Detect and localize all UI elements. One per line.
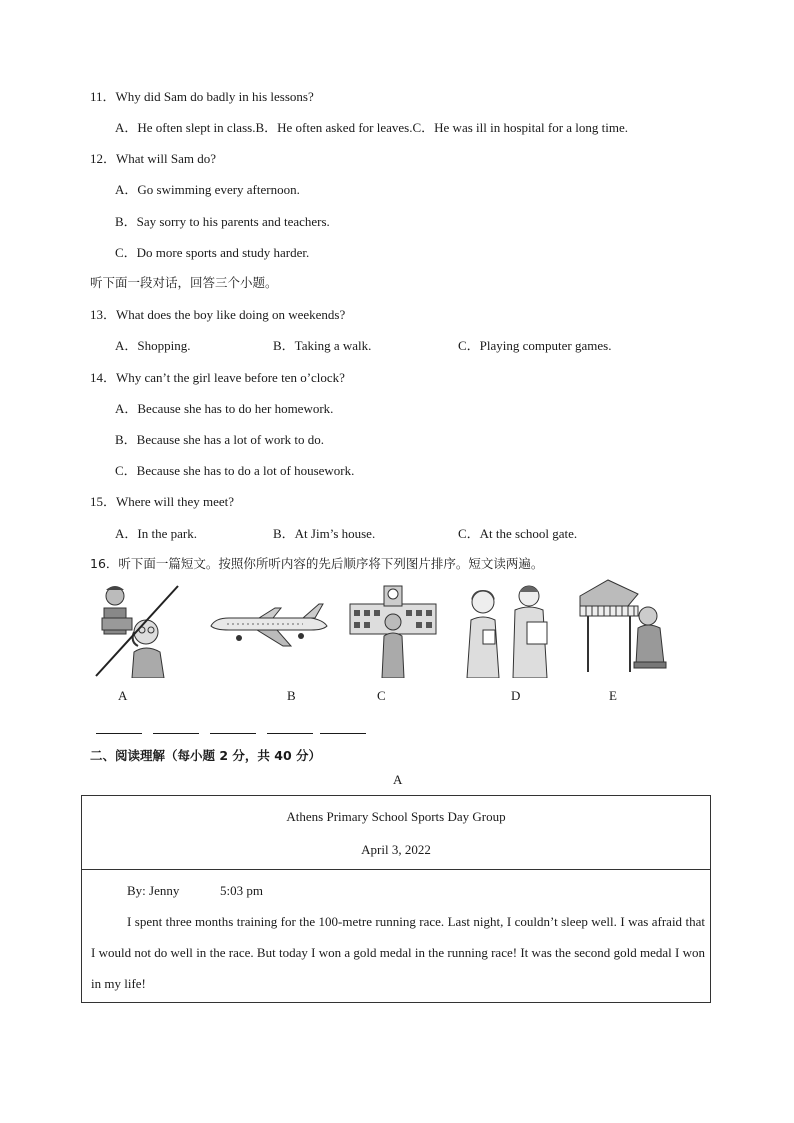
question-12-stem: 12．What will Sam do?	[90, 151, 217, 166]
question-13-option-c: C．Playing computer games.	[458, 338, 612, 353]
picture-c-school-icon	[348, 580, 438, 678]
section-heading: 二、阅读理解（每小题 2 分，共 40 分）	[90, 748, 322, 763]
picture-label-d: D	[511, 688, 521, 703]
picture-a-phone-call-icon	[94, 580, 186, 678]
post-author: By: Jenny	[127, 883, 180, 898]
passage-label: A	[393, 772, 403, 787]
picture-label-b: B	[287, 688, 296, 703]
question-13-option-b: B．Taking a walk.	[273, 338, 372, 353]
question-14-option-c: C．Because she has to do a lot of housework.	[115, 463, 355, 478]
picture-label-c: C	[377, 688, 386, 703]
post-body: I spent three months training for the 100-metre running race. Last night, I couldn’t sleep well. I was afraid that I would not do well in the race. But today I won a gold medal in the running race! It was the second gold medal I won in my life!	[91, 914, 705, 991]
post-date: April 3, 2022	[361, 842, 431, 857]
question-12-option-a: A．Go swimming every afternoon.	[115, 182, 300, 197]
answer-blank-3[interactable]	[210, 733, 256, 734]
question-16-stem: 16．听下面一篇短文。按照你所听内容的先后顺序将下列图片排序。短文读两遍。	[90, 556, 544, 571]
question-13-stem: 13．What does the boy like doing on weekends?	[90, 307, 346, 322]
question-15-stem: 15．Where will they meet?	[90, 494, 235, 509]
post-divider	[82, 869, 710, 870]
picture-label-e: E	[609, 688, 617, 703]
question-15-option-b: B．At Jim’s house.	[273, 526, 376, 541]
question-14-stem: 14．Why can’t the girl leave before ten o’clock?	[90, 370, 345, 385]
question-14-option-a: A．Because she has to do her homework.	[115, 401, 334, 416]
answer-blank-5[interactable]	[320, 733, 366, 734]
post-group-name: Athens Primary School Sports Day Group	[286, 809, 506, 824]
question-12-option-b: B．Say sorry to his parents and teachers.	[115, 214, 330, 229]
answer-blank-2[interactable]	[153, 733, 199, 734]
picture-b-airplane-icon	[207, 600, 329, 650]
picture-e-piano-icon	[578, 576, 670, 676]
picture-d-people-icon	[463, 580, 559, 678]
question-14-option-b: B．Because she has a lot of work to do.	[115, 432, 325, 447]
question-11-stem: 11．Why did Sam do badly in his lessons?	[90, 89, 314, 104]
answer-blank-4[interactable]	[267, 733, 313, 734]
post-box	[81, 795, 711, 1003]
question-15-option-c: C．At the school gate.	[458, 526, 578, 541]
picture-label-a: A	[118, 688, 128, 703]
question-15-option-a: A．In the park.	[115, 526, 197, 541]
answer-blank-1[interactable]	[96, 733, 142, 734]
question-13-option-a: A．Shopping.	[115, 338, 191, 353]
question-12-option-c: C．Do more sports and study harder.	[115, 245, 310, 260]
post-time: 5:03 pm	[220, 883, 263, 898]
listening-instruction: 听下面一段对话，回答三个小题。	[90, 275, 278, 290]
question-11-options: A．He often slept in class.B．He often asked for leaves.C．He was ill in hospital for a long time.	[115, 120, 629, 135]
